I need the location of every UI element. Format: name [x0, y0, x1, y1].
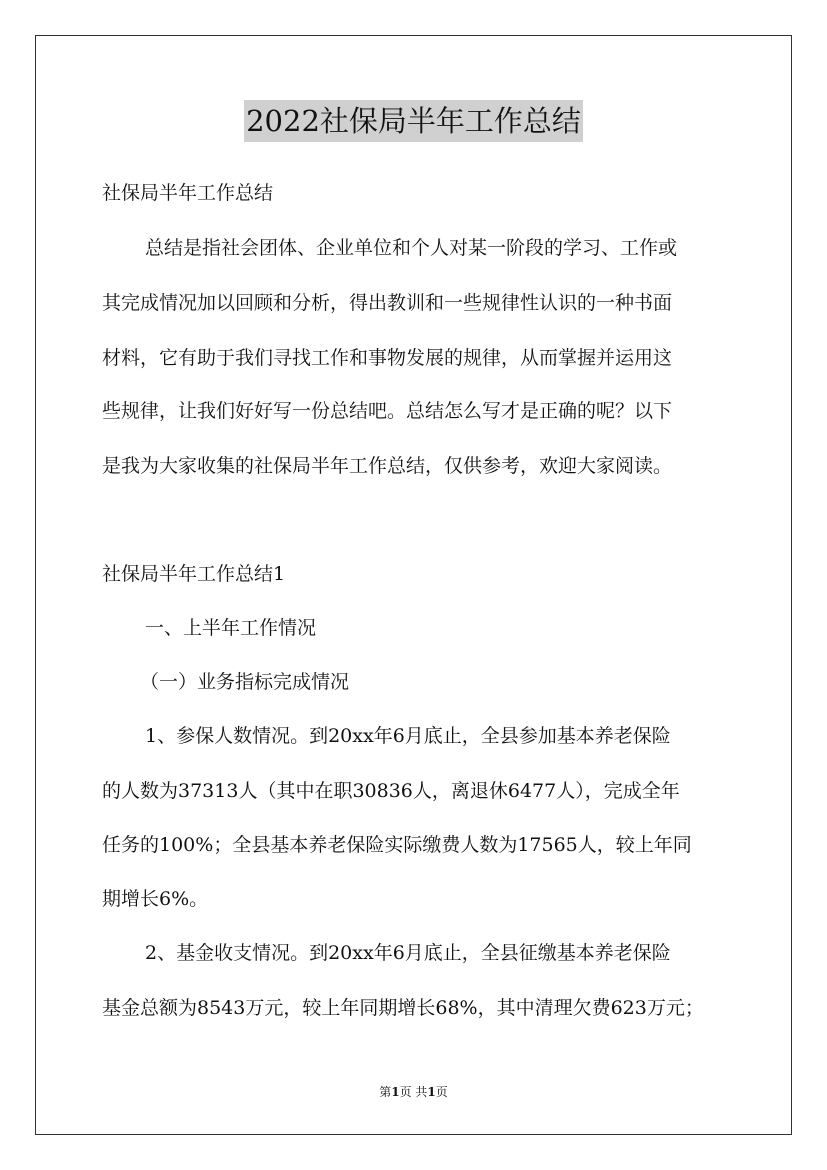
heading-level1: 一、上半年工作情况 — [145, 617, 317, 639]
page-footer — [0, 1084, 827, 1100]
document-title: 2022社保局半年工作总结 — [244, 100, 583, 142]
paragraph-line: 基金总额为8543万元，较上年同期增长68%，其中清理欠费623万元； — [102, 997, 704, 1019]
paragraph-line: 的人数为37313人（其中在职30836人，离退休6477人），完成全年 — [102, 780, 680, 802]
footer-total-pages: 1 — [427, 1085, 436, 1099]
footer-suffix: 页 — [435, 1085, 448, 1099]
intro-line: 是我为大家收集的社保局半年工作总结，仅供参考，欢迎大家阅读。 — [102, 455, 673, 477]
section-title: 社保局半年工作总结1 — [102, 563, 286, 585]
paragraph-line: 2、基金收支情况。到20xx年6月底止，全县征缴基本养老保险 — [145, 942, 671, 964]
title-container — [0, 100, 827, 142]
paragraph-line: 1、参保人数情况。到20xx年6月底止，全县参加基本养老保险 — [145, 725, 671, 747]
intro-line: 些规律，让我们好好写一份总结吧。总结怎么写才是正确的呢？以下 — [102, 400, 673, 422]
footer-mid: 页 共 — [399, 1085, 428, 1099]
heading-level2: （一）业务指标完成情况 — [140, 671, 350, 693]
intro-line: 其完成情况加以回顾和分析，得出教训和一些规律性认识的一种书面 — [102, 292, 673, 314]
footer-page-number: 1 — [391, 1085, 400, 1099]
intro-line: 总结是指社会团体、企业单位和个人对某一阶段的学习、工作或 — [145, 237, 678, 259]
paragraph-line: 任务的100%；全县基本养老保险实际缴费人数为17565人，较上年同 — [102, 834, 692, 856]
subtitle: 社保局半年工作总结 — [102, 182, 274, 204]
paragraph-line: 期增长6%。 — [102, 888, 209, 910]
footer-prefix: 第 — [379, 1085, 392, 1099]
intro-line: 材料，它有助于我们寻找工作和事物发展的规律，从而掌握并运用这 — [102, 347, 673, 369]
